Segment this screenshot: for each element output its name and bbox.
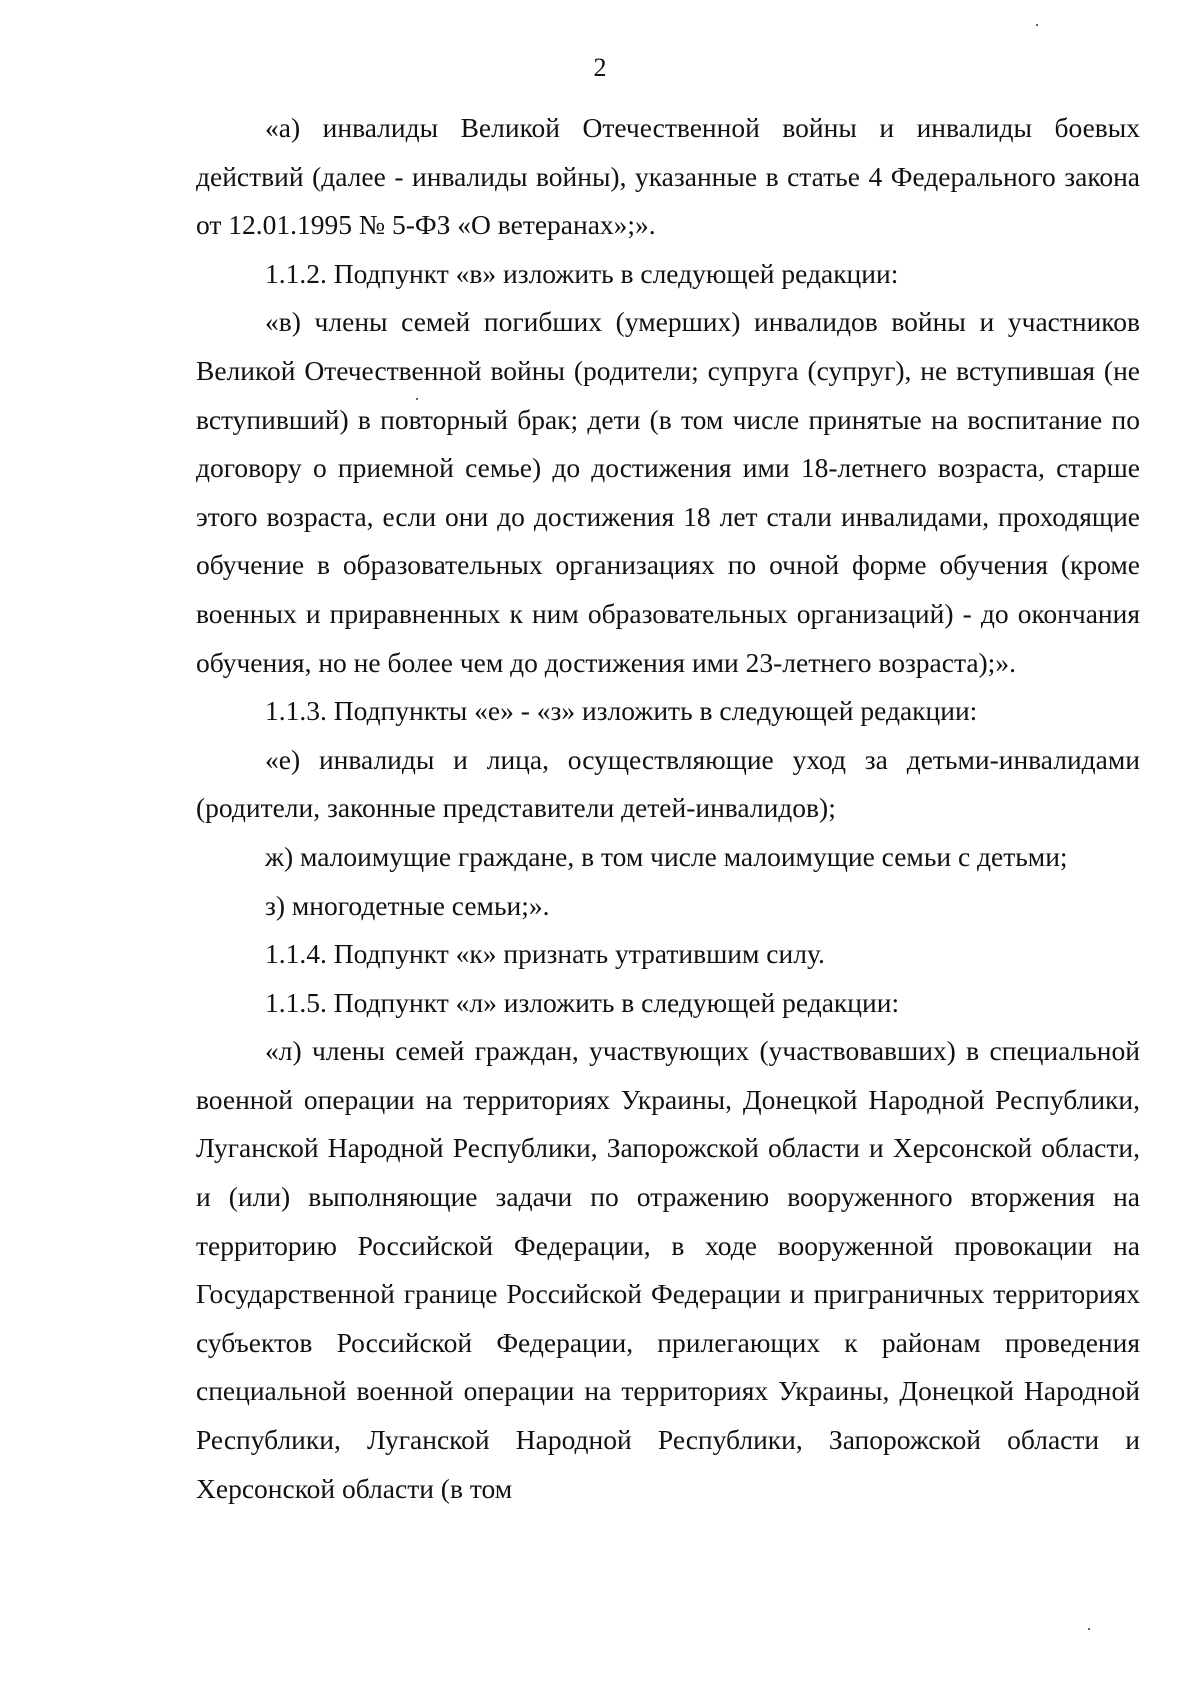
paragraph-subitem-zh: ж) малоимущие граждане, в том числе малоимущие семьи с детьми; <box>265 840 1068 872</box>
scan-speck <box>1088 1628 1090 1630</box>
paragraph-subitem-l: «л) члены семей граждан, участвующих (участвовавших) в специальной военной операции на территориях Украины, Донецкой Народной Республики, Луганской Народной Республики, Запорожской области и Херсонской области, и (или) выполняющие задачи по отражению вооруженного вторжения на территорию Российской Федерации, в ходе вооруженной провокации на Государственной границе Российской Федерации и приграничных территориях субъектов Российской Федерации, прилегающих к районам проведения специальной военной операции на территориях Украины, Донецкой Народной Республики, Луганской Народной Республики, Запорожской области и Херсонской области (в том <box>196 1035 1140 1504</box>
page-number: 2 <box>593 53 607 82</box>
paragraph-1-1-4: 1.1.4. Подпункт «к» признать утратившим силу. <box>265 938 825 970</box>
scan-speck <box>1036 24 1038 26</box>
paragraph-subitem-a: «а) инвалиды Великой Отечественной войны и инвалиды боевых действий (далее - инвалиды войны), указанные в статье 4 Федерального закона от 12.01.1995 № 5-ФЗ «О ветеранах»;». <box>196 112 1140 241</box>
paragraph-1-1-3: 1.1.3. Подпункты «е» - «з» изложить в следующей редакции: <box>265 695 978 727</box>
paragraph-subitem-z: з) многодетные семьи;». <box>265 889 550 921</box>
scan-speck <box>416 398 418 400</box>
document-body <box>196 104 1140 1513</box>
paragraph-1-1-5: 1.1.5. Подпункт «л» изложить в следующей редакции: <box>265 986 900 1018</box>
paragraph-1-1-2: 1.1.2. Подпункт «в» изложить в следующей редакции: <box>265 257 899 289</box>
paragraph-subitem-e: «е) инвалиды и лица, осуществляющие уход за детьми-инвалидами (родители, законные представители детей-инвалидов); <box>196 743 1140 824</box>
paragraph-subitem-v: «в) члены семей погибших (умерших) инвалидов войны и участников Великой Отечественной войны (родители; супруга (супруг), не вступившая (не вступивший) в повторный брак; дети (в том числе принятые на воспитание по договору о приемной семье) до достижения ими 18-летнего возраста, старше этого возраста, если они до достижения 18 лет стали инвалидами, проходящие обучение в образовательных организациях по очной форме обучения (кроме военных и приравненных к ним образовательных организаций) - до окончания обучения, но не более чем до достижения ими 23-летнего возраста);». <box>196 306 1140 678</box>
